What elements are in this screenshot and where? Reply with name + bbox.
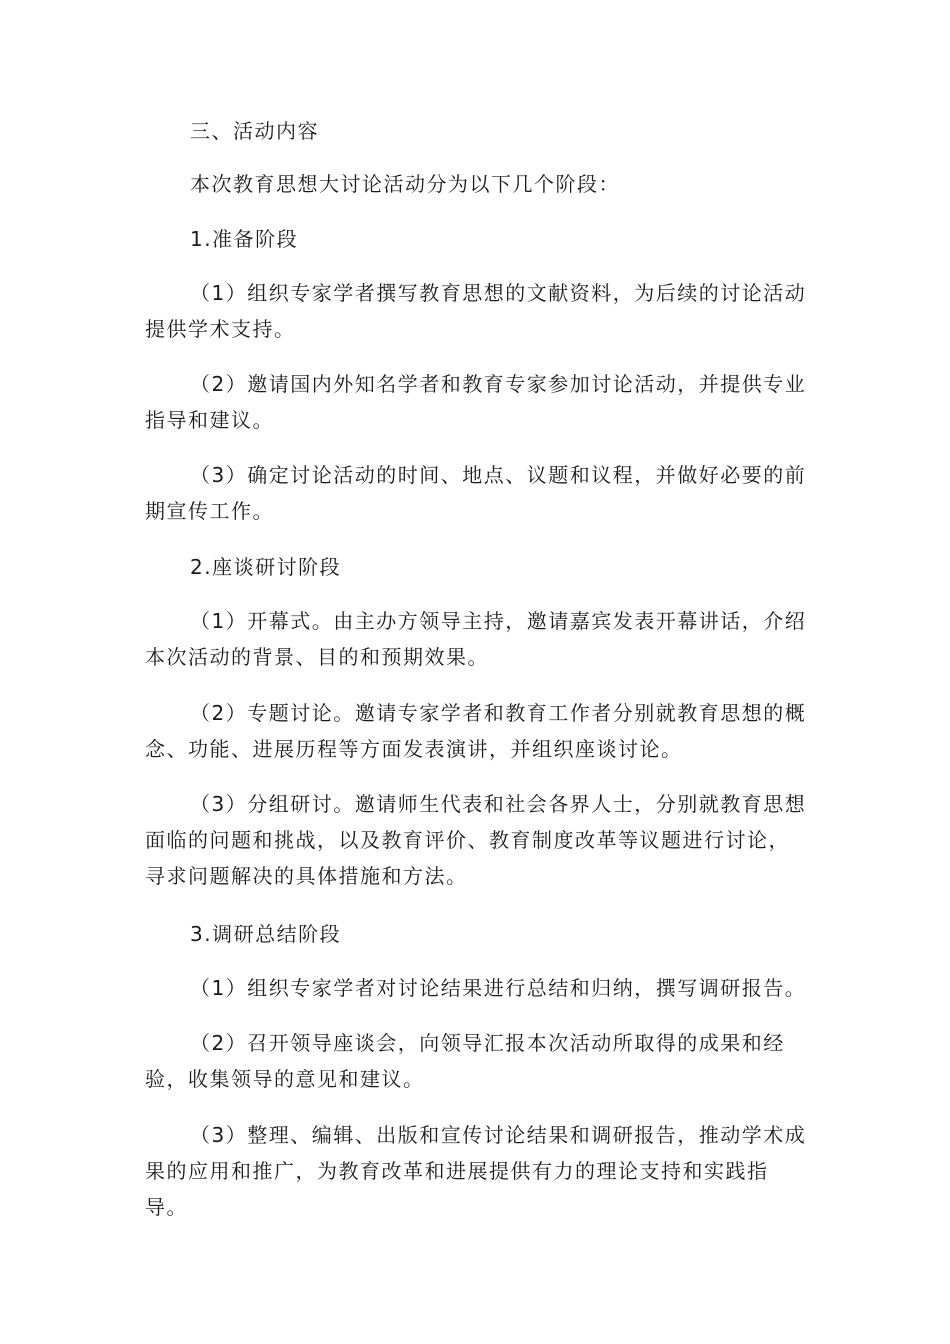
stage-heading-summary: 3.调研总结阶段 <box>190 922 342 946</box>
section-heading: 三、活动内容 <box>190 119 319 143</box>
seminar-item-3: （3）分组研讨。邀请师生代表和社会各界人士，分别就教育思想面临的问题和挑战，以及教育评价、教育制度改革等议题进行讨论，寻求问题解决的具体措施和方法。 <box>145 792 807 888</box>
prep-item-3: （3）确定讨论活动的时间、地点、议题和议程，并做好必要的前期宣传工作。 <box>145 463 807 523</box>
stage-heading-prep: 1.准备阶段 <box>190 227 299 251</box>
prep-item-2: （2）邀请国内外知名学者和教育专家参加讨论活动，并提供专业指导和建议。 <box>145 372 807 432</box>
prep-item-1: （1）组织专家学者撰写教育思想的文献资料，为后续的讨论活动提供学术支持。 <box>145 281 807 341</box>
seminar-item-2: （2）专题讨论。邀请专家学者和教育工作者分别就教育思想的概念、功能、进展历程等方面发表演讲，并组织座谈讨论。 <box>145 701 807 761</box>
summary-item-2: （2）召开领导座谈会，向领导汇报本次活动所取得的成果和经验，收集领导的意见和建议。 <box>145 1031 785 1091</box>
intro-paragraph: 本次教育思想大讨论活动分为以下几个阶段： <box>190 172 620 196</box>
summary-item-3: （3）整理、编辑、出版和宣传讨论结果和调研报告，推动学术成果的应用和推广，为教育改革和进展提供有力的理论支持和实践指导。 <box>145 1123 807 1219</box>
summary-item-1: （1）组织专家学者对讨论结果进行总结和归纳，撰写调研报告。 <box>190 976 807 1000</box>
stage-heading-seminar: 2.座谈研讨阶段 <box>190 555 342 579</box>
seminar-item-1: （1）开幕式。由主办方领导主持，邀请嘉宾发表开幕讲话，介绍本次活动的背景、目的和预期效果。 <box>145 609 807 669</box>
